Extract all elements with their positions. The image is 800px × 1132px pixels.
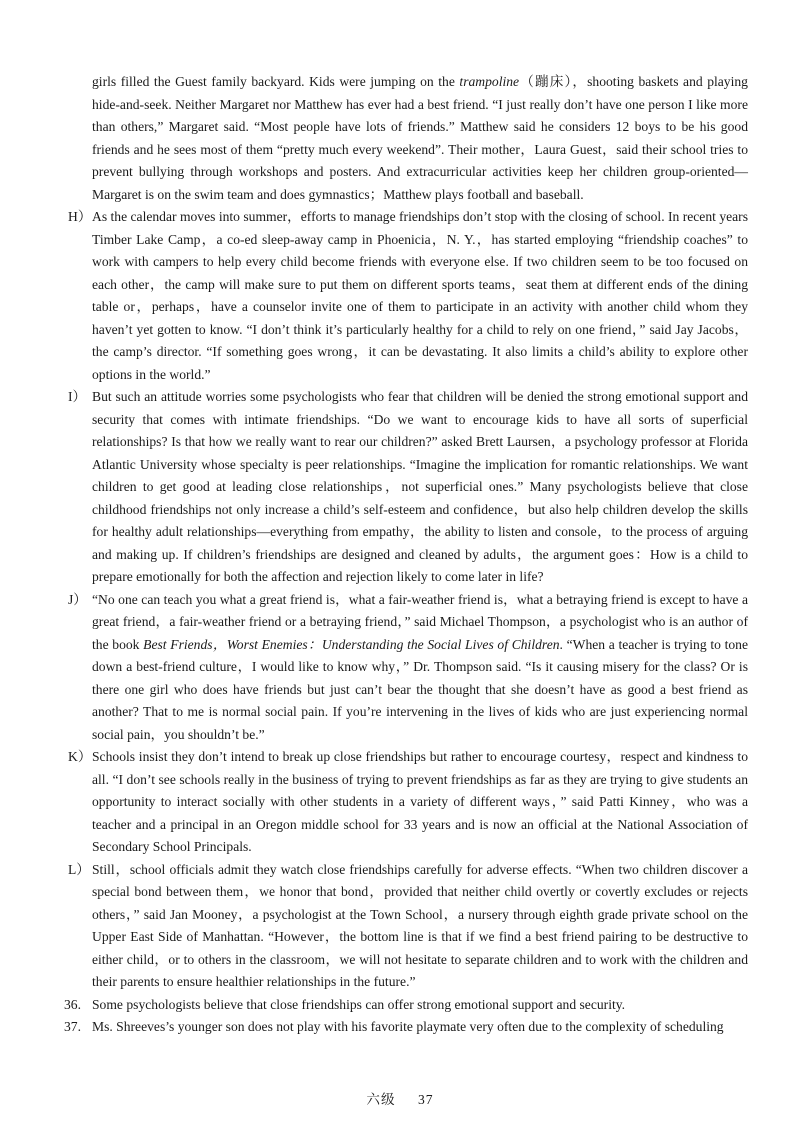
paragraph-label: I） (68, 389, 87, 404)
paragraph-h (70, 206, 748, 386)
paragraph-label: J） (68, 591, 87, 607)
paragraph-text: （蹦床），shooting baskets and playing hide-and-seek. Neither Margaret nor Matthew has ever had a best friend. “I just really don’t have one person I like more than others,” Margaret said. “Most people have lots of friends.” Matthew said he considers 12 boys to be his good friends and he sees most of them “pretty much every weekend”. Their mother，Laura Guest，said their school tries to prevent bullying through workshops and posters. And extracurricular activities keep her children group-oriented—Margaret is on the swim team and does gymnastics；Matthew plays football and baseball. (92, 74, 748, 202)
page-number: 37 (418, 1092, 434, 1107)
italic-text: Best Friends，Worst Enemies：Understanding the Social Lives of Children (143, 636, 560, 652)
paragraph-text: Schools insist they don’t intend to break up close friendships but rather to encourage courtesy，respect and kindness to all. “I don’t see schools really in the business of trying to prevent friendships as far as they are trying to give students an opportunity to interact socially with other students in a variety of different ways，” said Patti Kinney，who was a teacher and a principal in an Oregon middle school for 33 years and is now an official at the National Association of Secondary School Principals. (92, 749, 748, 854)
paragraph-text: girls filled the Guest family backyard. Kids were jumping on the (92, 74, 460, 89)
paragraph-l (70, 859, 748, 994)
exam-level-label: 六级 (366, 1092, 396, 1107)
question-text: Some psychologists believe that close friendships can offer strong emotional support and security. (92, 996, 626, 1012)
paragraph-i (70, 386, 748, 589)
question-text: Ms. Shreeves’s younger son does not play with his favorite playmate very often due to the complexity of scheduling (92, 1019, 724, 1034)
paragraph-text: But such an attitude worries some psychologists who fear that children will be denied the strong emotional support and security that comes with intimate friendships. “Do we want to encourage kids to have all sorts of superficial relationships? Is that how we really want to rear our children?” asked Brett Laursen，a psychology professor at Florida Atlantic University whose specialty is peer relationships. “Imagine the implication for romantic relationships. We want children to get good at leading close relationships，not superficial ones.” Many psychologists believe that close childhood friendships not only increase a child’s self-esteem and confidence，but also help children develop the skills for healthy adult relationships—everything from empathy，the ability to listen and console，to the process of arguing and making up. If children’s friendships are designed and cleaned by adults，the argument goes：How is a child to prepare emotionally for both the affection and rejection likely to come later in life? (92, 389, 748, 584)
paragraph-continued (70, 71, 748, 206)
italic-text: trampoline (459, 74, 520, 89)
question-number: 36. (64, 996, 81, 1012)
paragraph-text: . “When a teacher is trying to tone down a best-friend culture，I would like to know why，” Dr. Thompson said. “Is it causing misery for the class? Or is there one girl who does have friends but just can’t bear the thought that she doesn’t have as good a best friend as another? That to me is normal social pain. If you’re intervening in the lives of kids who are just experiencing normal social pain，you shouldn’t be.” (92, 636, 749, 742)
paragraph-text: Still，school officials admit they watch close friendships carefully for adverse effects. “When two children discover a special bond between them，we honor that bond，provided that neither child overtly or covertly excludes or rejects others，” said Jan Mooney，a psychologist at the Town School，a nursery through eighth grade private school on the Upper East Side of Manhattan. “However，the bottom line is that if we find a best friend pairing to be destructive to either child，or to others in the classroom，we will not hesitate to separate children and to work with the children and their parents to ensure healthier relationships in the future.” (92, 861, 748, 989)
paragraph-text: “No one can teach you what a great friend is，what a fair-weather friend is，what a betraying friend is except to have a great friend，a fair-weather friend or a betraying friend，” said Michael Thompson，a psychologist who is an author of the book (92, 591, 748, 652)
passage-body (70, 71, 748, 994)
paragraph-j (70, 589, 748, 747)
paragraph-label: K） (68, 749, 92, 764)
question-item (64, 994, 748, 1017)
question-item (64, 1016, 748, 1039)
paragraph-label: H） (68, 209, 92, 224)
question-number: 37. (64, 1019, 81, 1034)
paragraph-k (70, 746, 748, 859)
question-list (64, 994, 748, 1039)
paragraph-label: L） (68, 861, 90, 877)
page-footer (0, 1088, 800, 1108)
paragraph-text: As the calendar moves into summer，efforts to manage friendships don’t stop with the closing of school. In recent years Timber Lake Camp，a co-ed sleep-away camp in Phoenicia，N. Y.，has started employing “friendship coaches” to work with campers to help every child become friends with everyone else. If two children seem to be too focused on each other，the camp will make sure to put them on different sports teams，seat them at different ends of the dining table or，perhaps，have a counselor invite one of them to participate in an activity with another child whom they haven’t yet gotten to know. “I don’t think it’s particularly healthy for a child to rely on one friend，” said Jay Jacobs，the camp’s director. “If something goes wrong，it can be devastating. It also limits a child’s ability to explore other options in the world.” (92, 209, 748, 382)
